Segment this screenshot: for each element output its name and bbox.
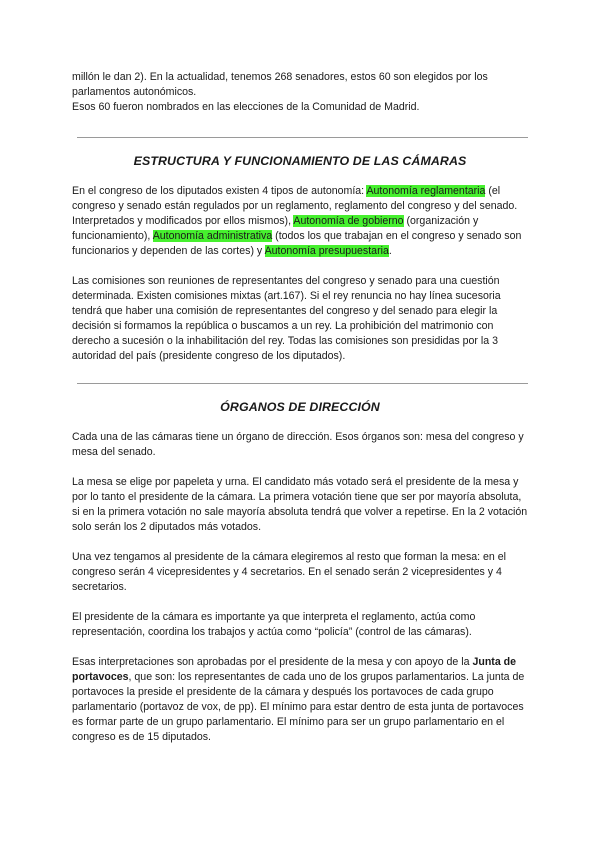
section-heading-estructura: ESTRUCTURA Y FUNCIONAMIENTO DE LAS CÁMARAS xyxy=(133,154,467,168)
intro-paragraph-2: Esos 60 fueron nombrados en las elecciones de la Comunidad de Madrid. xyxy=(72,101,420,113)
highlight-autonomia-administrativa: Autonomía administrativa xyxy=(152,230,273,242)
bold-junta-portavoces: Junta de portavoces xyxy=(72,656,517,683)
text-span: (todos los que trabajan en el congreso y senado son funcionarios y dependen de las cortes) y xyxy=(72,230,522,257)
highlight-autonomia-reglamentaria: Autonomía reglamentaria xyxy=(366,185,486,197)
organos-paragraph-1: Cada una de las cámaras tiene un órgano de dirección. Esos órganos son: mesa del congreso y mesa del senado. xyxy=(72,431,524,458)
text-span: . xyxy=(388,245,392,257)
autonomia-paragraph xyxy=(72,184,528,259)
organos-paragraph-4: El presidente de la cámara es importante ya que interpreta el reglamento, actúa como representación, coordina los trabajos y actúa como “policía” (control de las cámaras). xyxy=(72,611,476,638)
section-heading-organos: ÓRGANOS DE DIRECCIÓN xyxy=(220,400,380,414)
text-span: (organización y funcionamiento), xyxy=(72,215,479,242)
text-span: Esas interpretaciones son aprobadas por el presidente de la mesa y con apoyo de la xyxy=(72,656,473,668)
organos-paragraph-5 xyxy=(72,655,528,745)
intro-paragraph-1: millón le dan 2). En la actualidad, tenemos 268 senadores, estos 60 son elegidos por los parlamentos autonómicos. xyxy=(72,71,488,98)
highlight-autonomia-gobierno: Autonomía de gobierno xyxy=(293,215,404,227)
comisiones-paragraph: Las comisiones son reuniones de representantes del congreso y senado para una cuestión determinada. Existen comisiones mixtas (art.167). Si el rey renuncia no hay línea sucesoria tendrá que haber una comisión de representantes del congreso y del senado para elegir la decisión si formamos la república o buscamos a un rey. La prohibición del matrimonio con derecho a sucesión o la inhabilitación del rey. Todas las comisiones son presididas por la 3 autoridad del país (presidente congreso de los diputados). xyxy=(72,275,501,362)
document-page xyxy=(72,70,528,745)
organos-paragraph-3: Una vez tengamos al presidente de la cámara elegiremos al resto que forman la mesa: en el congreso serán 4 vicepresidentes y 4 secretarios. En el senado serán 2 vicepresidentes y 4 secretarios. xyxy=(72,551,506,593)
text-span: (el congreso y senado están regulados por un reglamento, reglamento del congreso y del senado. Interpretados y modificados por ellos mismos), xyxy=(72,185,518,227)
organos-paragraph-2: La mesa se elige por papeleta y urna. El candidato más votado será el presidente de la mesa y por lo tanto el presidente de la cámara. La primera votación tiene que ser por mayoría absoluta, si en la primera votación no sale mayoría absoluta tendrá que volver a repetirse. En la 2 votación solo serán los 2 diputados más votados. xyxy=(72,476,528,533)
text-span: , que son: los representantes de cada uno de los grupos parlamentarios. La junta de portavoces la preside el presidente de la cámara y después los portavoces de cada grupo parlamentario (portavoz de vox, de pp). El mínimo para estar dentro de esta junta de portavoces es formar parte de un grupo parlamentario. El mínimo para ser un grupo parlamentario en el congreso es de 15 diputados. xyxy=(72,671,525,743)
highlight-autonomia-presupuestaria: Autonomía presupuestaria xyxy=(264,245,389,257)
text-span: En el congreso de los diputados existen 4 tipos de autonomía: xyxy=(72,185,367,197)
